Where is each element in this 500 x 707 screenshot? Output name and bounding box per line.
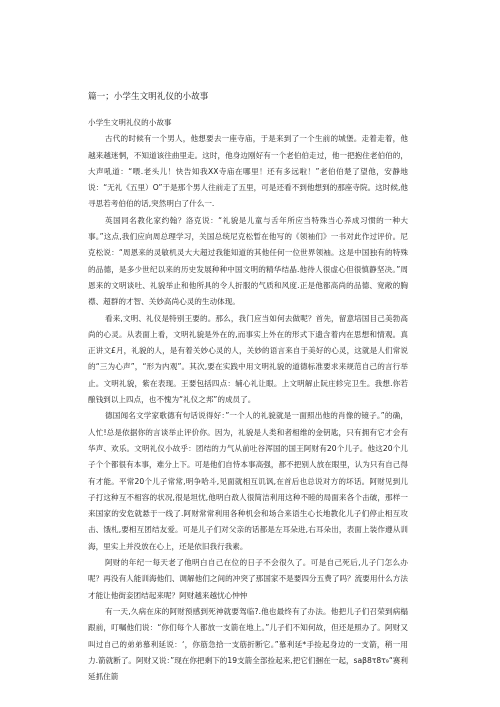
page-title: 篇一；小学生文明礼仪的小故事 xyxy=(88,92,209,102)
paragraph: 有一天,久病在床的阿财预感到死神就要驾临?.他也最终有了办法。他把儿子们召荣到病榻跟前，叮嘱他们说：“你们每个人都放一支箭在地上。”儿子们不知何故，但还是照办了。阿财又叫过自己的弟弟慕利延说：‘，你筋急拾一支筋折断它。”慕利延*手捡起身边的一支箭，稍一用力.箭就断了。阿财又说：”现在你把剩下的19支箭全部捡起来,把它们捆在一起，saβ8τ8τ₉“赛利延抓住箭 xyxy=(88,606,408,682)
paragraph: 德国闻名文学家歌德有句话说得好：”一个人的礼貌就是一面照出他的肖像的镜子。”的确，人忙!总是依据你的言谈举止评价你。因为，礼貌是人类和者相维的金钥匙，只有拥有它才会有华声、欢乐。文明礼仪小故乎：团结的力气从前吐谷浑国的国王阿财有20个儿子。他这20个儿子个个都很有本事，难分上下。可是他们自恃本事高强，都不把别人放在眼里，认为只有自己得有才能。平常20个儿子常常,明争哈斗,见面就相互讥讽,在首后也总说对方的坏话。阿财见到儿子打这种互不相容的状况,很是坦忧,他明白敌人很简洁利用这种不睦的局面来各个击破，那样一来国家的安危就悬于一线了.阿财常常利用各种机会和场合来语生心长地教化儿子们停止相互攻击、饿札,要相互团结友爱。可是儿子们对父亲的话都是左耳朵进,右耳朵出，表面上装作遵从训海，里实上并没放在心上，还是依旧我行我素。 xyxy=(88,411,408,551)
paragraph: 阿财的年纪一每天老了他明白自己在位的日子不会很久了。可是自己死后,儿子门怎么办呢？再没有人能训海他们、调解他们之间的冲突了那国家不是要四分五费了吗？流要用什么方法才能让他街妾团结起来呢？阿财越来越忧心忡忡 xyxy=(88,558,408,600)
paragraph: 英国同名教化家约翰？洛克说：“礼貌是儿童与舌年所应当特殊当心养成习惯的一种大事。”这点,我们应向周总理学习，关国总统尼克松暂在他写的《领袖们》一书对此作过评价。尼克松说：“周恩来的灵敏机灵大大超过我能知道的其他任何一位世界领袖。这是中国独有的特殊的品德，是多少世纪以来的历史发展种种中国文明的精华结晶.他待人很虚心但很慎静坚决。”周恩来的文明谈吐、礼貌举止和他所具的令人折服的气质和风度.正是他都高尚的品德、宽敞的胸襟、超群的才智、关妙高尚心灵的生动体现。 xyxy=(88,215,408,307)
paragraph: 看来,文明、礼仪是特别王要的。那么，我门应当如何去做呢？首先，留意培国目己美勃高尚的心灵。从表面上看，文明礼貌是外在的,而事实上外在的形式下遗含着内在思想和情观。真正讲文£月，礼貌的人，是有着关妙心灵的人，关妙的语言来自于美好的心灵，这就是人们常说的“三为心声”，“形为内观”。其次,要在实践中用文明礼貌的道德标准要求来规范自己的言行举止。文明礼貌，紫在表现。王要包括四点：辅心礼让眼。上文明解止阮庄轸完卫生。我想.你若酿钱到以上四点，也不愧为“礼仪之邦”的成员了。 xyxy=(88,313,408,405)
paragraph: 古代的时候有一个男人，他想要去一座寺庙，于是来到了一个生前的城堡。走着走着，他越来越迷惘，不知道该往曲里走。这时，他身边刚好有一个老伯伯走过，他一把抱住老伯伯的，大声吼道：“喂.老头儿！快告知我XX寺庙在哪里！还有多远啦！”老伯伯楚了望他，安静地说：“无礼《五里）O”于是那个男人往前走了五里，可是还看不到他想到的那座寺院。这时候,他寻思若考伯伯的话,突然明白了什么一. xyxy=(88,134,408,209)
story-heading: 小学生文明礼仪的小故事 xyxy=(88,118,172,127)
document-body xyxy=(88,115,408,685)
